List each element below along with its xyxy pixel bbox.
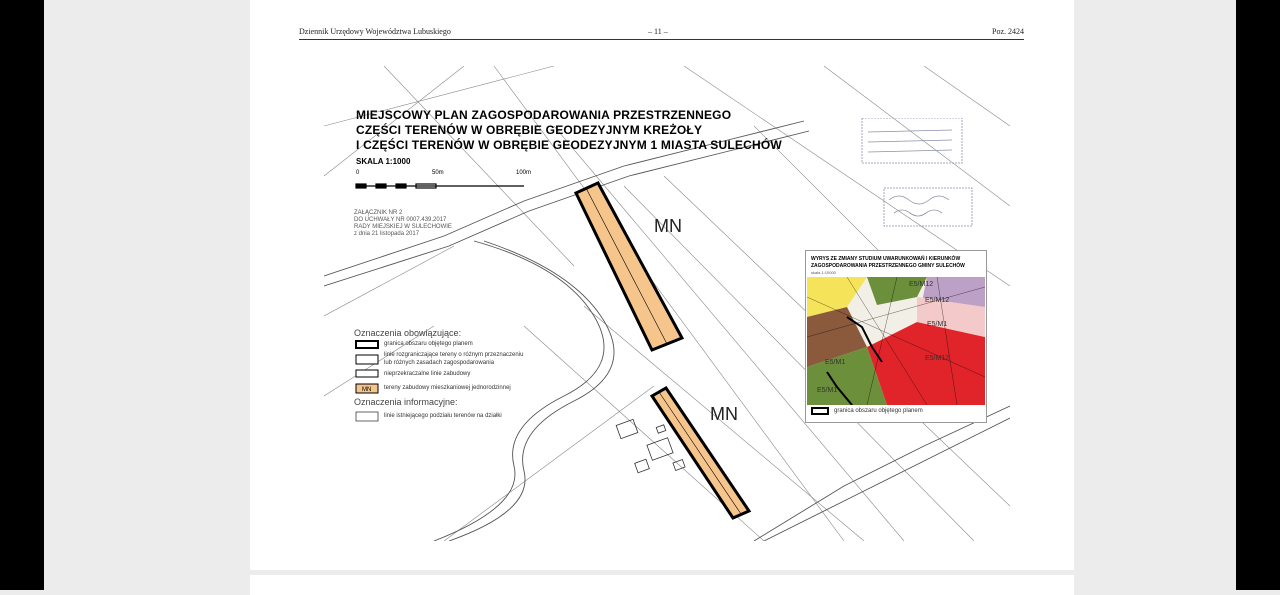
plan-map	[324, 66, 1010, 541]
inset-legend-text: granica obszaru objętego planem	[834, 408, 923, 414]
inset-zone-code-1: E5/M12	[909, 281, 934, 288]
inset-legend-symbol	[811, 407, 829, 415]
document-page	[250, 0, 1074, 570]
map-title-line-1: MIEJSCOWY PLAN ZAGOSPODAROWANIA PRZESTRZENNEGO	[356, 108, 732, 122]
position-number: Poz. 2424	[992, 27, 1024, 36]
inset-zone-code-3: E5/M1	[927, 321, 948, 328]
attachment-line-3: RADY MIEJSKIEJ W SULECHOWIE	[354, 224, 452, 230]
legend-mn-zone: tereny zabudowy mieszkaniowej jednorodzinnej	[384, 385, 511, 391]
official-stamp	[854, 118, 974, 228]
scale-tick-100: 100m	[516, 170, 532, 176]
page-number: – 11 –	[648, 27, 668, 36]
legend-demarcation-1: linie rozgraniczające tereny o różnym przeznaczeniu	[384, 352, 524, 358]
legend-building-lines: nieprzekraczalne linie zabudowy	[384, 371, 471, 377]
header-rule	[299, 39, 1024, 40]
left-black-bar	[0, 0, 44, 590]
inset-zone-code-2: E5/M12	[925, 297, 950, 304]
legend-plan-boundary: granica obszaru objętego planem	[384, 341, 473, 347]
zone-label-mn-south: MN	[710, 404, 738, 424]
scale-label: SKALA 1:1000	[356, 157, 411, 166]
inset-title-line-2: ZAGOSPODAROWANIA PRZESTRZENNEGO GMINY SULECHÓW	[811, 263, 965, 269]
legend-info-title: Oznaczenia informacyjne:	[354, 397, 458, 407]
inset-title	[811, 256, 965, 270]
inset-zone-code-4: E5/M12	[925, 355, 950, 362]
inset-scale: skala 1:10000	[811, 270, 836, 275]
right-black-bar	[1236, 0, 1280, 590]
inset-zone-code-5: E5/M1	[825, 359, 846, 366]
journal-title: Dziennik Urzędowy Województwa Lubuskiego	[299, 27, 451, 36]
attachment-line-4: z dnia 21 listopada 2017	[354, 231, 420, 237]
study-extract-inset	[805, 250, 987, 423]
attachment-line-1: ZAŁĄCZNIK NR 2	[354, 210, 403, 216]
attachment-line-2: DO UCHWAŁY NR 0007.439.2017	[354, 217, 447, 223]
legend-mandatory-title: Oznaczenia obowiązujące:	[354, 328, 462, 338]
mn-zone-north	[576, 183, 682, 350]
scale-tick-50: 50m	[432, 170, 444, 176]
legend-parcel-lines: linie istniejącego podziału terenów na działki	[384, 413, 502, 419]
zone-label-mn-north: MN	[654, 216, 682, 236]
map-title-line-3: I CZĘŚCI TERENÓW W OBRĘBIE GEODEZYJNYM 1 MIASTA SULECHÓW	[356, 138, 782, 152]
scale-tick-0: 0	[356, 170, 360, 176]
inset-map-graphic	[807, 277, 985, 405]
legend-mn-symbol: MN	[362, 387, 372, 393]
legend-demarcation-2: lub różnych zasadach zagospodarowania	[384, 360, 495, 366]
inset-map	[807, 277, 985, 405]
map-title-line-2: CZĘŚCI TERENÓW W OBRĘBIE GEODEZYJNYM KREŻOŁY	[356, 123, 703, 137]
next-page-edge	[250, 575, 1074, 595]
inset-zone-code-6: E5/M1	[817, 387, 838, 394]
stamp-graphic	[854, 118, 974, 228]
inset-title-line-1: WYRYS ZE ZMIANY STUDIUM UWARUNKOWAŃ I KIERUNKÓW	[811, 256, 961, 262]
